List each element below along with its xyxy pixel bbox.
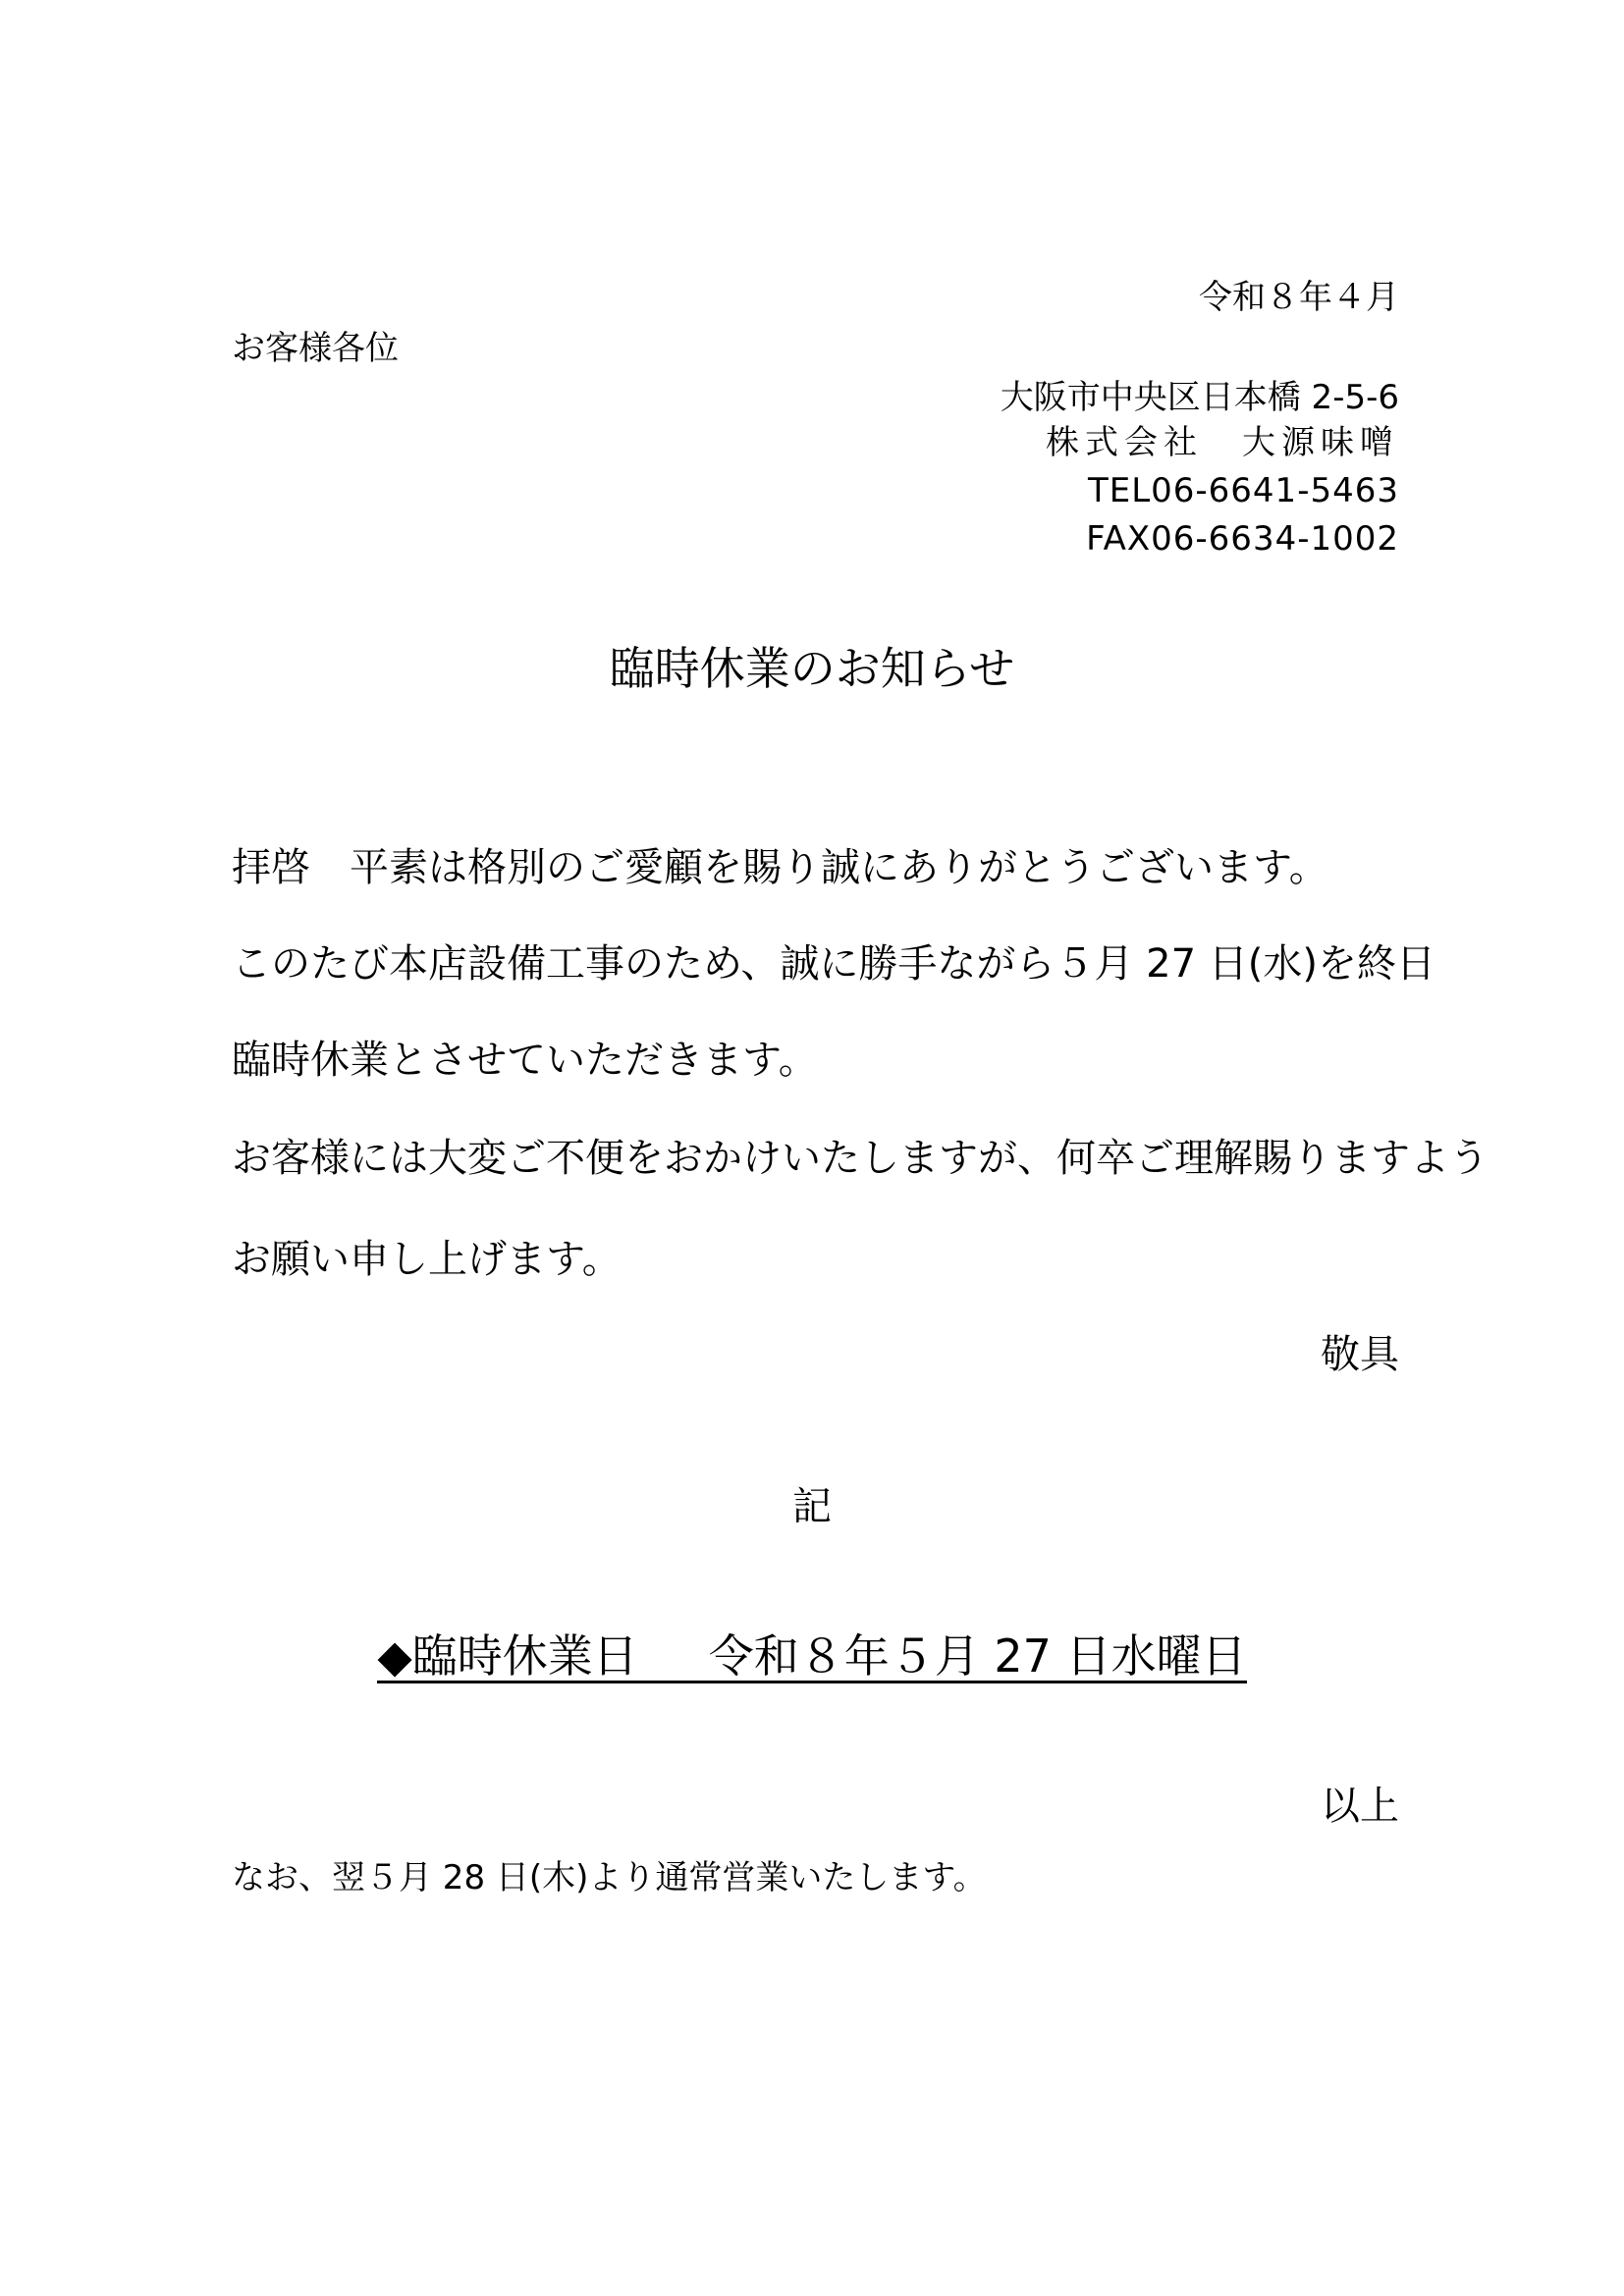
body-line-5: お願い申し上げます。 bbox=[232, 1237, 622, 1282]
end-ijou: 以上 bbox=[1321, 1784, 1399, 1829]
body-line-3: 臨時休業とさせていただきます。 bbox=[232, 1038, 818, 1083]
holiday-underlined-block bbox=[377, 1629, 1247, 1683]
sender-address: 大阪市中央区日本橋 2-5-6 bbox=[1000, 378, 1399, 417]
holiday-line bbox=[0, 1629, 1624, 1683]
holiday-date: 令和８年５月 27 日水曜日 bbox=[708, 1629, 1247, 1682]
closing-keigu: 敬具 bbox=[1321, 1332, 1399, 1377]
sender-fax: FAX06-6634-1002 bbox=[1086, 519, 1399, 559]
issue-date: 令和８年４月 bbox=[1199, 278, 1399, 317]
body-line-2: このたび本店設備工事のため、誠に勝手ながら５月 27 日(水)を終日 bbox=[232, 941, 1435, 987]
holiday-label: ◆臨時休業日 bbox=[377, 1629, 638, 1682]
recipient: お客様各位 bbox=[232, 329, 399, 368]
ki-heading: 記 bbox=[792, 1484, 832, 1529]
page-title: 臨時休業のお知らせ bbox=[609, 642, 1015, 695]
sender-company: 株式会社 大源味噌 bbox=[1046, 423, 1399, 462]
body-line-1: 拝啓 平素は格別のご愛顧を賜り誠にありがとうございます。 bbox=[232, 845, 1328, 890]
footnote: なお、翌５月 28 日(木)より通常営業いたします。 bbox=[232, 1858, 987, 1897]
body-line-4: お客様には大変ご不便をおかけいたしますが、何卒ご理解賜りますよう bbox=[232, 1136, 1489, 1181]
sender-tel: TEL06-6641-5463 bbox=[1087, 471, 1399, 510]
